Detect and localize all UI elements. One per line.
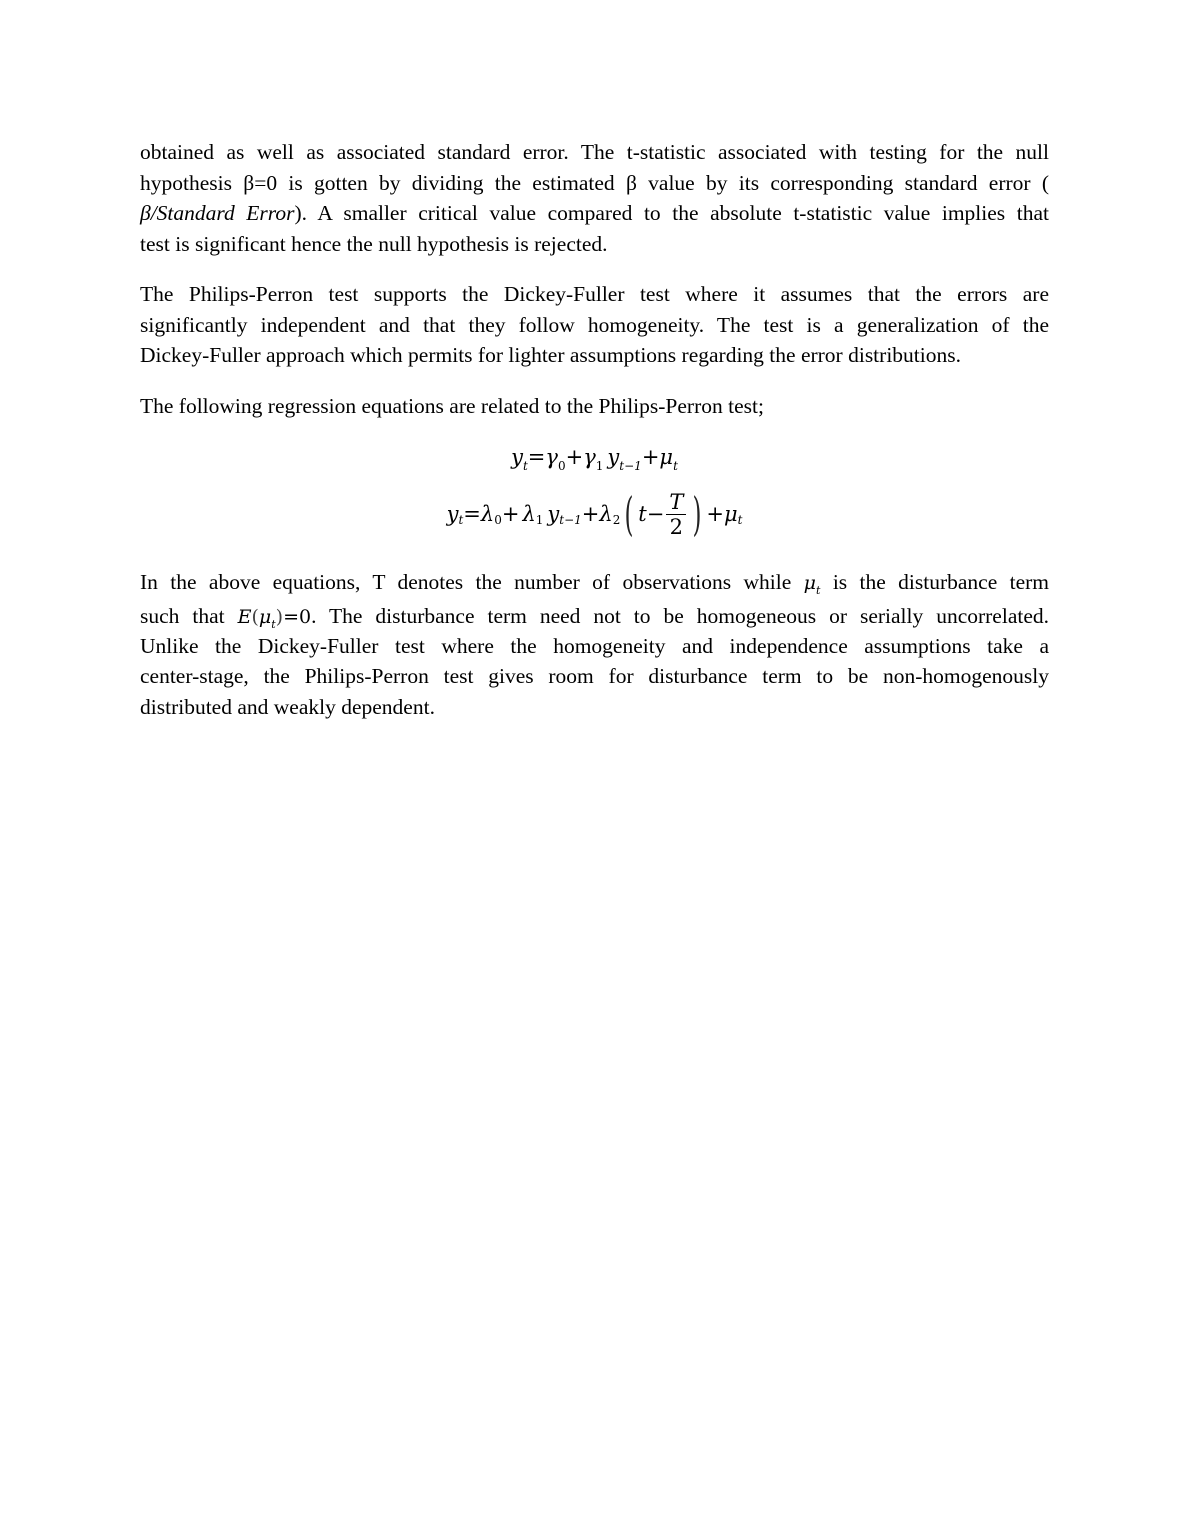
text-line (140, 567, 1049, 598)
text-line: center-stage, the Philips-Perron test gives room for disturbance term to be non-homogenously (140, 664, 1049, 688)
var-lambda: λ (599, 502, 613, 526)
text-fragment: such that (140, 603, 225, 628)
var-lambda: λ (522, 502, 536, 526)
plus-sign: + (581, 502, 600, 526)
equation-1 (140, 433, 1049, 481)
right-paren: ) (692, 487, 702, 541)
var-mu: μ (659, 445, 674, 469)
sub-t-minus-1: t−1 (619, 459, 642, 473)
paragraph-regression-intro (140, 391, 1049, 422)
plus-sign: + (501, 502, 520, 526)
var-y: y (607, 445, 620, 469)
var-mu: μ (723, 502, 738, 526)
text-line (140, 198, 1049, 229)
sub-t: t (522, 459, 528, 473)
var-y: y (511, 445, 523, 469)
text-line: distributed and weakly dependent. (140, 694, 435, 719)
equals-sign: = (527, 445, 546, 469)
document-page (140, 137, 1049, 722)
var-mu: μ (258, 605, 272, 628)
plus-sign: + (565, 445, 584, 469)
text-line: obtained as well as associated standard error. The t-statistic associated with testing for the null (140, 140, 1049, 164)
sub-2: 2 (612, 513, 621, 527)
sub-1: 1 (595, 459, 604, 473)
var-gamma: γ (545, 445, 558, 469)
sub-t: t (271, 617, 276, 631)
text-fragment: is the disturbance term (832, 570, 1050, 594)
inline-expectation: $E(\mu_t)=0$ (237, 605, 312, 631)
var-t: t (638, 502, 647, 526)
text-line: Unlike the Dickey-Fuller test where the homogeneity and independence assumptions take a (140, 633, 1049, 658)
var-y: y (547, 502, 560, 526)
text-line: The following regression equations are related to the Philips-Perron test; (140, 393, 764, 418)
equation-2 (140, 483, 1049, 545)
sub-t: t (673, 459, 678, 473)
sub-1: 1 (535, 513, 544, 527)
text-fragment: In the above equations, T denotes the number of observations while (140, 570, 792, 594)
beta-over-standard-error: β/Standard Error (140, 201, 295, 225)
sub-t: t (737, 513, 743, 527)
sub-t: t (458, 513, 464, 527)
var-y: y (446, 502, 459, 526)
text-line: test is significant hence the null hypothesis is rejected. (140, 231, 608, 256)
sub-t: t (816, 584, 821, 597)
sub-0: 0 (494, 513, 502, 527)
inline-mu-t (803, 572, 821, 597)
text-fragment: ). A smaller critical value compared to the absolute t-statistic value implies that (294, 201, 1049, 225)
text-line: The Philips-Perron test supports the Dickey-Fuller test where it assumes that the errors are (140, 282, 1049, 306)
fraction-numerator: T (669, 489, 684, 514)
left-paren: ( (624, 487, 634, 541)
plus-sign: + (641, 445, 660, 469)
text-fragment: . The disturbance term need not to be homogeneous or serially uncorrelated. (311, 603, 1050, 628)
var-gamma: γ (583, 445, 596, 469)
var-E: E (237, 605, 252, 628)
minus-sign: − (646, 502, 665, 526)
equals-sign: = (463, 502, 481, 526)
paragraph-t-statistic (140, 137, 1049, 259)
var-lambda: λ (480, 502, 495, 526)
sub-t-minus-1: t−1 (559, 513, 582, 527)
var-mu: μ (803, 572, 817, 594)
equals-zero: =0 (283, 605, 312, 628)
text-line (140, 598, 1049, 631)
text-line: Dickey-Fuller approach which permits for lighter assumptions regarding the error distributions. (140, 343, 961, 367)
paragraph-equation-explanation (140, 567, 1049, 722)
sub-0: 0 (557, 459, 566, 473)
text-line: hypothesis β=0 is gotten by dividing the estimated β value by its corresponding standard error ( (140, 170, 1049, 195)
plus-sign: + (706, 502, 724, 526)
paragraph-philips-perron (140, 279, 1049, 371)
fraction-denominator: 2 (669, 514, 684, 539)
fraction-T-over-2 (666, 490, 686, 539)
text-line: significantly independent and that they follow homogeneity. The test is a generalization of the (140, 312, 1049, 337)
